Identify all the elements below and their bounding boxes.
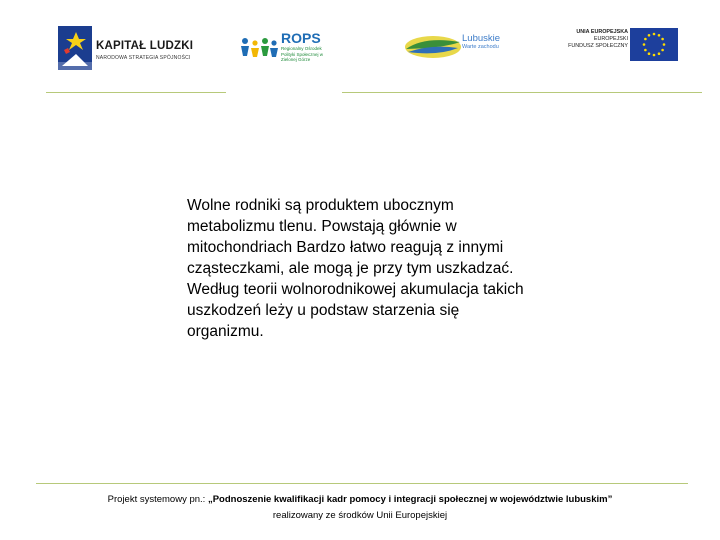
rops-title: ROPS — [281, 30, 321, 46]
header-rule-left — [46, 92, 226, 93]
footer-line-1 — [0, 492, 720, 508]
main-paragraph: Wolne rodniki są produktem ubocznym metabolizmu tlenu. Powstają głównie w mitochondriach Bardzo łatwo reagują z innymi cząsteczkami, ale mogą je przy tym uszkadzać. Według teorii wolnorodnikowej akumulacja takich uszkodzeń leży u podstaw starzenia się organizmu. — [187, 197, 524, 340]
eu-flag-icon — [630, 28, 678, 61]
rops-subtitle: Regionalny Ośrodek Polityki Społecznej w Zielonej Górze — [281, 46, 324, 62]
eu-text — [558, 29, 628, 50]
rops-logo — [240, 30, 340, 70]
footer-line-2: realizowany ze środków Unii Europejskiej — [272, 510, 448, 521]
rops-figures-icon — [240, 34, 280, 62]
kapital-ludzki-logo — [58, 26, 208, 70]
kapital-ludzki-title: KAPITAŁ LUDZKI — [96, 40, 194, 52]
lubuskie-logo — [404, 30, 514, 64]
eu-line-3: FUNDUSZ SPOŁECZNY — [568, 43, 628, 49]
header-rule-right — [342, 92, 702, 93]
footer — [0, 492, 720, 524]
kapital-ludzki-emblem — [58, 26, 92, 70]
eu-logo — [558, 26, 683, 66]
kapital-ludzki-subtitle: NARODOWA STRATEGIA SPÓJNOŚCI — [96, 55, 191, 61]
footer-prefix: Projekt systemowy pn.: — [107, 494, 208, 505]
footer-rule — [36, 483, 688, 484]
lubuskie-title: Lubuskie — [462, 33, 501, 44]
footer-project-title: „Podnoszenie kwalifikacji kadr pomocy i integracji społecznej w województwie lubuskim” — [207, 494, 613, 505]
eu-line-1: UNIA EUROPEJSKA — [576, 29, 628, 35]
lubuskie-emblem — [404, 34, 462, 60]
lubuskie-subtitle: Warte zachodu — [462, 44, 499, 50]
eu-line-2: EUROPEJSKI — [593, 36, 628, 42]
